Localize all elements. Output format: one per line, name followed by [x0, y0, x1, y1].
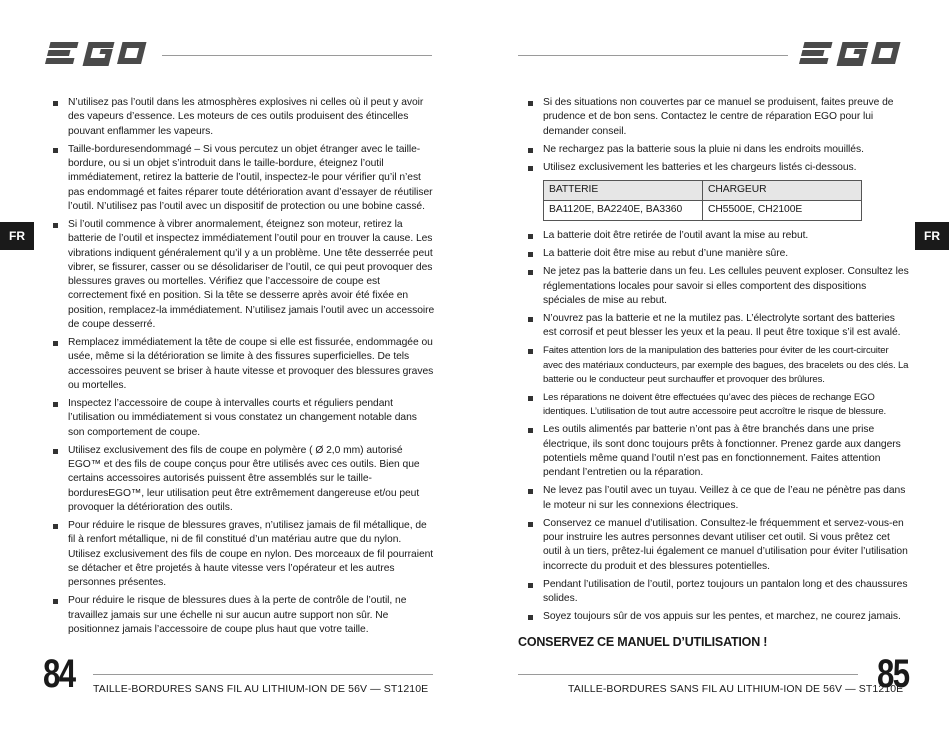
list-item: Inspectez l’accessoire de coupe à intervalles courts et réguliers pendant l’utilisation ou immédiatement si vous constatez un changement notable dans son comportement de coupe. — [53, 397, 435, 440]
list-item: La batterie doit être retirée de l’outil avant la mise au rebut. — [528, 229, 910, 243]
right-page — [475, 0, 950, 734]
list-item: La batterie doit être mise au rebut d’une manière sûre. — [528, 247, 910, 261]
table-cell: BA1120E, BA2240E, BA3360 — [544, 201, 703, 221]
list-item: Pour réduire le risque de blessures dues à la perte de contrôle de l’outil, ne travaillez jamais sur une échelle ni sur aucun autre support non sûr. Ne positionnez jamais l’accessoire de coupe plus haut que votre taille. — [53, 594, 435, 637]
closing-heading: CONSERVEZ CE MANUEL D’UTILISATION ! — [518, 635, 768, 649]
page-number: 85 — [877, 652, 909, 696]
list-item: Ne rechargez pas la batterie sous la pluie ni dans les endroits mouillés. — [528, 143, 910, 157]
language-tab: FR — [915, 222, 949, 250]
page-number: 84 — [43, 652, 75, 696]
header-rule — [162, 55, 432, 56]
list-item: Pendant l’utilisation de l’outil, portez toujours un pantalon long et des chaussures solides. — [528, 578, 910, 607]
list-item: N’utilisez pas l’outil dans les atmosphères explosives ni celles où il peut y avoir des vapeurs d’essence. Les moteurs de ces outils produisent des étincelles pouvant enflammer les vapeurs. — [53, 96, 435, 139]
ego-logo — [797, 40, 905, 66]
footer-rule — [93, 674, 433, 675]
list-item: Soyez toujours sûr de vos appuis sur les pentes, et marchez, ne courez jamais. — [528, 610, 910, 624]
ego-logo — [43, 40, 151, 66]
table-header-cell: BATTERIE — [544, 181, 703, 201]
list-item: Faites attention lors de la manipulation des batteries pour éviter de les court-circuiter avec des matériaux conducteurs, par exemple des bagues, des bracelets ou des clés. La batterie ou le conducteur peut surchauffer et provoquer des brûlures. — [528, 344, 910, 387]
list-item: Si l’outil commence à vibrer anormalement, éteignez son moteur, retirez la batterie de l’outil et inspectez immédiatement l’outil pour en trouver la cause. Les vibrations indiquent généralement qu’il y a un problème. Une tête desserrée peut vibrer, se fissurer, casser ou se désolidariser de l’outil, ce qui peut provoquer des blessures graves ou mortelles. Vérifiez que l’accessoire de coupe est correctement fixé en position. Si la tête se desserre après avoir été fixée en position, remplacez-la immédiatement. N’utilisez jamais l’outil avec un accessoire de coupe desserré. — [53, 218, 435, 332]
list-item: Les réparations ne doivent être effectuées qu’avec des pièces de rechange EGO identiques. L’utilisation de tout autre accessoire peut accroître le risque de blessure. — [528, 391, 910, 420]
footer-title: TAILLE-BORDURES SANS FIL AU LITHIUM-ION DE 56V — ST1210E — [93, 683, 429, 695]
footer-rule — [518, 674, 858, 675]
header-rule — [518, 55, 788, 56]
safety-list-right — [528, 96, 910, 628]
list-item: N’ouvrez pas la batterie et ne la mutilez pas. L’électrolyte sortant des batteries est corrosif et peut blesser les yeux et la peau. Il peut être toxique s’il est avalé. — [528, 312, 910, 341]
list-item: Si des situations non couvertes par ce manuel se produisent, faites preuve de prudence et de bon sens. Contactez le centre de réparation EGO pour lui demander conseil. — [528, 96, 910, 139]
list-item: Conservez ce manuel d’utilisation. Consultez-le fréquemment et servez-vous-en pour instruire les autres personnes devant utiliser cet outil. Si vous prêtez cet outil à un tiers, prêtez-lui également ce manuel d’utilisation pour éviter l’utilisation incorrecte du produit et des blessures potentielles. — [528, 517, 910, 574]
list-item: Utilisez exclusivement les batteries et les chargeurs listés ci-dessous. — [528, 161, 910, 175]
battery-charger-table — [543, 180, 862, 221]
list-item: Pour réduire le risque de blessures graves, n’utilisez jamais de fil métallique, de fil à renfort métallique, ni de fil constitué d’un matériau autre que du nylon. Utilisez exclusivement des fils de coupe en nylon. Des morceaux de fil pourraient se détacher et être projetés à haute vitesse vers l’opérateur et les autres personnes présentes. — [53, 519, 435, 590]
table-row — [544, 201, 862, 221]
footer-title: TAILLE-BORDURES SANS FIL AU LITHIUM-ION DE 56V — ST1210E — [568, 683, 904, 695]
table-header-cell: CHARGEUR — [703, 181, 862, 201]
list-item: Ne levez pas l’outil avec un tuyau. Veillez à ce que de l’eau ne pénètre pas dans le moteur ni sur les connexions électriques. — [528, 484, 910, 513]
table-header-row — [544, 181, 862, 201]
list-item: Ne jetez pas la batterie dans un feu. Les cellules peuvent exploser. Consultez les réglementations locales pour savoir si elles comportent des dispositions spéciales de mise au rebut. — [528, 265, 910, 308]
list-item: Taille-borduresendommagé – Si vous percutez un objet étranger avec le taille-bordure, ou si un objet s’introduit dans le taille-bordure, éteignez l’outil immédiatement, retirez la batterie de l’outil, inspectez-le pour vérifier qu’il n’est pas endommagé et faites réparer toute détérioration avant d’essayer de réutiliser l’outil. N’utilisez pas l’outil avec un dispositif de protection ou une bobine cassé. — [53, 143, 435, 214]
list-item: Remplacez immédiatement la tête de coupe si elle est fissurée, endommagée ou usée, même si la détérioration se limite à des fissures superficielles. De tels accessoires peuvent se briser à haute vitesse et provoquer des blessures graves ou mortelles. — [53, 336, 435, 393]
table-cell: CH5500E, CH2100E — [703, 201, 862, 221]
language-tab: FR — [0, 222, 34, 250]
list-item: Utilisez exclusivement des fils de coupe en polymère ( Ø 2,0 mm) autorisé EGO™ et des fils de coupe conçus pour être utilisés avec ces outils. Bien que certains accessoires autorisés puissent être assemblés sur le taille-borduresEGO™, leur utilisation peut être extrêmement dangereuse et/ou peut provoquer la détérioration des outils. — [53, 444, 435, 515]
safety-list-left — [53, 96, 435, 641]
list-item: Les outils alimentés par batterie n’ont pas à être branchés dans une prise électrique, ils sont donc toujours prêts à fonctionner. Prenez garde aux dangers potentiels même quand l’outil n’est pas en fonctionnement. Faites attention pendant l’entretien ou la réparation. — [528, 423, 910, 480]
